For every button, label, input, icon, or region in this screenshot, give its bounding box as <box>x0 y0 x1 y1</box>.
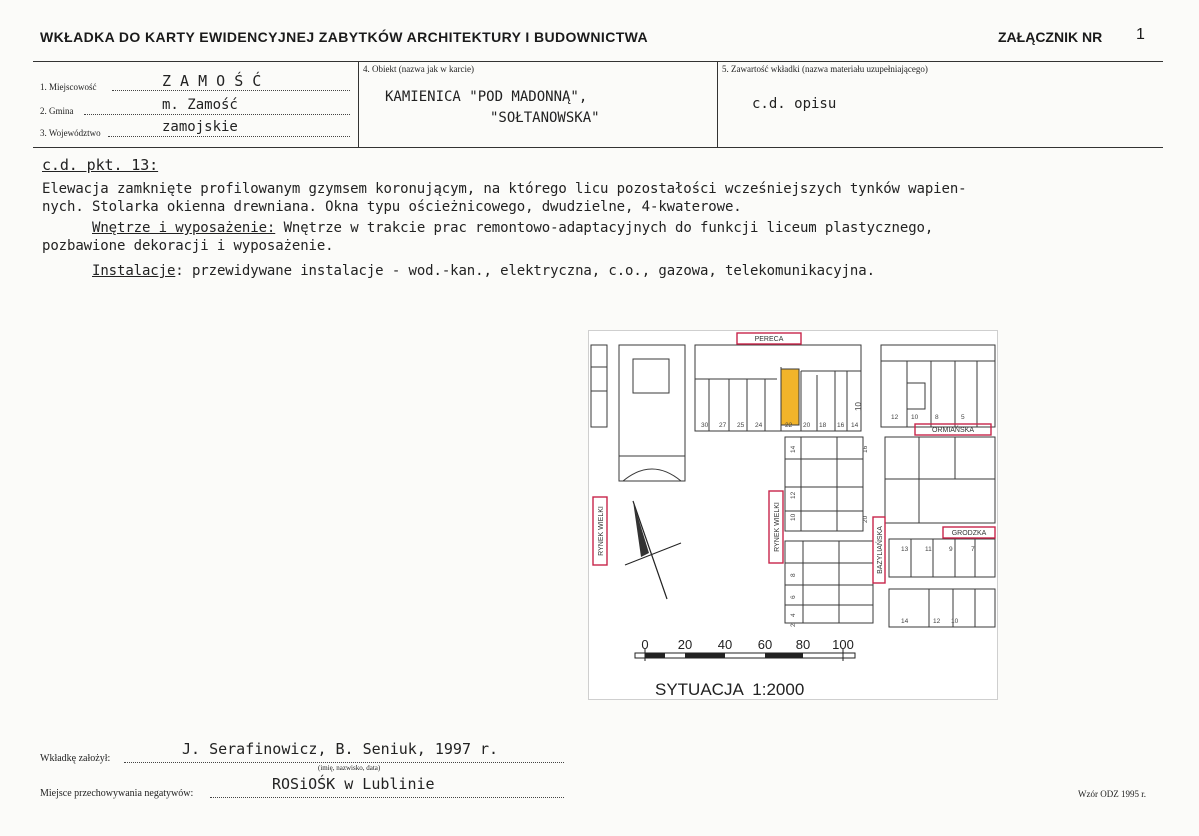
house-number: 25 <box>737 422 745 429</box>
founded-value: J. Serafinowicz, B. Seniuk, 1997 r. <box>182 740 499 758</box>
scale-bar <box>635 637 855 661</box>
house-number: 12 <box>790 491 797 499</box>
house-number: 13 <box>901 546 909 553</box>
house-number: 20 <box>803 422 811 429</box>
scale-tick: 0 <box>641 637 649 652</box>
house-number: 14 <box>790 445 797 453</box>
north-arrow-icon <box>625 501 681 599</box>
street-ormianska: ORMIAŃSKA <box>931 427 975 434</box>
south-east-block-1 <box>889 539 995 577</box>
highlighted-building <box>781 369 799 425</box>
house-number: 14 <box>901 618 909 625</box>
house-number: 18 <box>819 422 827 429</box>
house-number: 12 <box>933 618 941 625</box>
locality-value: Z A M O Ś Ć <box>162 72 262 90</box>
interior-text: Wnętrze w trakcie prac remontowo-adaptacyjnych do funkcji liceum plastycznego, <box>275 220 934 236</box>
house-number: 7 <box>971 546 975 553</box>
situation-map-drawing <box>589 331 999 701</box>
town-hall-block <box>619 345 685 456</box>
contents-label: 5. Zawartość wkładki (nazwa materiału uzupełniającego) <box>722 64 928 74</box>
commune-label: 2. Gmina <box>40 106 74 116</box>
street-rynek-left: RYNEK WIELKI <box>598 506 605 556</box>
north-block <box>695 345 861 431</box>
locality-label: 1. Miejscowość <box>40 82 97 92</box>
scale-tick: 80 <box>795 637 811 652</box>
continuation-heading: c.d. pkt. 13: <box>42 156 159 174</box>
house-number: 2 <box>790 623 797 627</box>
negatives-value: ROSiOŚK w Lublinie <box>272 775 435 793</box>
negatives-label: Miejsce przechowywania negatywów: <box>40 788 194 799</box>
house-number: 16 <box>837 422 845 429</box>
middle-east-block <box>885 437 995 523</box>
house-number: 27 <box>719 422 727 429</box>
house-number: 10 <box>951 618 959 625</box>
commune-value: m. Zamość <box>162 97 238 113</box>
street-bazylianska: BAZYLIAŃSKA <box>877 526 884 574</box>
interior-heading: Wnętrze i wyposażenie: <box>92 220 276 236</box>
installations-text: : przewidywane instalacje - wod.-kan., elektryczna, c.o., gazowa, telekomunikacyjna. <box>175 263 875 279</box>
house-number: 10 <box>790 513 797 521</box>
negatives-dots <box>210 797 564 798</box>
south-east-market-block <box>785 541 873 623</box>
house-number: 8 <box>790 573 797 577</box>
installations-heading: Instalacje <box>92 263 176 279</box>
scale-tick: 60 <box>757 637 773 652</box>
annex-label: ZAŁĄCZNIK NR <box>998 29 1103 45</box>
template-label: Wzór ODZ 1995 r. <box>1078 789 1146 799</box>
founded-dots <box>124 762 564 763</box>
body-line-1: Elewacja zamknięte profilowanym gzymsem koronującym, na którego licu pozostałości wcześniejszych tynków wapien- <box>42 181 967 197</box>
annex-number: 1 <box>1136 26 1145 43</box>
building-far-left <box>591 345 607 427</box>
street-rynek-right: RYNEK WIELKI <box>774 502 781 552</box>
street-pereca: PERECA <box>754 336 784 343</box>
house-number: 10 <box>911 414 919 421</box>
house-number: 6 <box>790 595 797 599</box>
house-number: 30 <box>701 422 709 429</box>
house-number: 20 <box>862 515 869 523</box>
house-number: 4 <box>790 613 797 617</box>
body-line-2: nych. Stolarka okienna drewniana. Okna typu ościeżnicowego, dwudzielne, 4-kwaterowe. <box>42 199 742 215</box>
voivodeship-dots <box>108 136 350 137</box>
voivodeship-label: 3. Województwo <box>40 128 101 138</box>
map-caption: SYTUACJA 1:2000 <box>655 680 805 699</box>
house-number: 22 <box>785 422 793 429</box>
contents-value: c.d. opisu <box>752 96 837 112</box>
house-number: 16 <box>862 445 869 453</box>
founded-label: Wkładkę założył: <box>40 753 111 764</box>
house-number: 5 <box>961 414 965 421</box>
street-grodzka: GRODZKA <box>951 530 987 537</box>
house-number: 12 <box>891 414 899 421</box>
house-number: 11 <box>925 546 932 553</box>
commune-dots <box>84 114 350 115</box>
situation-map <box>588 330 998 700</box>
founded-hint: (imię, nazwisko, data) <box>318 764 381 772</box>
body-line-4: pozbawione dekoracji i wyposażenie. <box>42 238 334 254</box>
body-line-3 <box>92 220 933 236</box>
body-line-5 <box>92 263 875 279</box>
house-number: 10 <box>854 402 863 411</box>
header-bottom-rule <box>33 147 1163 148</box>
object-line-2: "SOŁTANOWSKA" <box>490 110 600 126</box>
house-number: 14 <box>851 422 859 429</box>
scale-tick: 20 <box>677 637 693 652</box>
object-label: 4. Obiekt (nazwa jak w karcie) <box>363 64 474 74</box>
field-divider-1 <box>358 61 359 147</box>
scale-tick: 100 <box>832 637 854 652</box>
house-number: 9 <box>949 546 953 553</box>
object-line-1: KAMIENICA "POD MADONNĄ", <box>385 89 588 105</box>
house-number: 8 <box>935 414 939 421</box>
header-top-rule <box>33 61 1163 62</box>
house-number: 24 <box>755 422 763 429</box>
voivodeship-value: zamojskie <box>162 119 238 135</box>
locality-dots <box>112 90 350 91</box>
card-title: WKŁADKA DO KARTY EWIDENCYJNEJ ZABYTKÓW ARCHITEKTURY I BUDOWNICTWA <box>40 29 649 45</box>
scale-tick: 40 <box>717 637 733 652</box>
field-divider-2 <box>717 61 718 147</box>
